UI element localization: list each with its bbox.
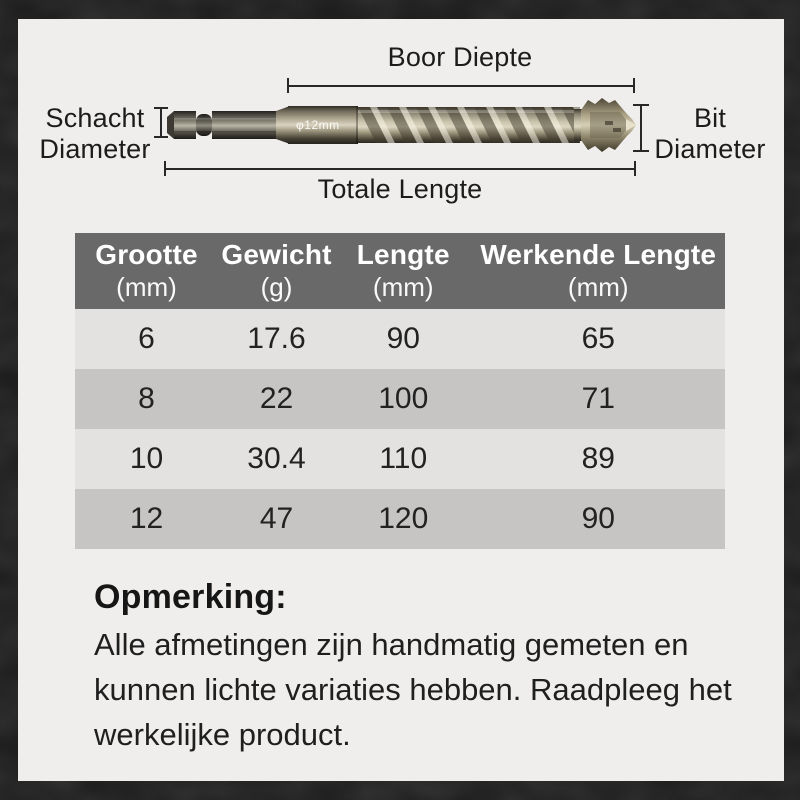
- spec-table: [75, 233, 725, 549]
- table-row: [75, 489, 725, 549]
- table-cell: 100: [378, 382, 429, 415]
- column-header-gewicht: Gewicht (g): [221, 239, 332, 302]
- table-cell: 22: [259, 382, 294, 415]
- column-header-grootte: Grootte (mm): [95, 239, 198, 302]
- table-cell: 120: [378, 502, 429, 535]
- drill-bit-image: [150, 88, 655, 168]
- table-cell: 30.4: [247, 442, 306, 475]
- table-row: [75, 429, 725, 489]
- column-header-werkende-lengte: Werkende Lengte (mm): [480, 239, 717, 302]
- table-cell: 6: [138, 322, 155, 355]
- note-title: Opmerking:: [94, 578, 287, 616]
- table-body: [75, 309, 725, 549]
- table-cell: 90: [386, 322, 420, 355]
- table-cell: 8: [138, 382, 155, 415]
- table-cell: 71: [581, 382, 615, 415]
- table-cell: 89: [581, 442, 615, 475]
- table-cell: 65: [581, 322, 615, 355]
- table-cell: 90: [581, 502, 615, 535]
- column-header-lengte: Lengte (mm): [356, 239, 450, 302]
- table-row: [75, 309, 725, 369]
- table-cell: 17.6: [247, 322, 306, 355]
- table-row: [75, 369, 725, 429]
- boor-diepte-dim-line: [288, 85, 634, 87]
- table-cell: 47: [259, 502, 294, 535]
- totale-lengte-dim-line: [165, 168, 635, 170]
- table-cell: 10: [129, 442, 164, 475]
- note-body: Alle afmetingen zijn handmatig gemeten en kunnen lichte variaties hebben. Raadpleeg het werkelijke product.: [94, 627, 732, 752]
- table-cell: 12: [129, 502, 164, 535]
- table-header-row: [75, 233, 725, 309]
- totale-lengte-label: Totale Lengte: [317, 174, 483, 204]
- boor-diepte-label: Boor Diepte: [387, 42, 533, 72]
- schacht-diameter-label: Schacht Diameter: [39, 103, 151, 164]
- drill-size-marking: φ12mm: [296, 118, 340, 132]
- bit-diameter-label: Bit Diameter: [654, 103, 766, 164]
- table-cell: 110: [379, 442, 428, 475]
